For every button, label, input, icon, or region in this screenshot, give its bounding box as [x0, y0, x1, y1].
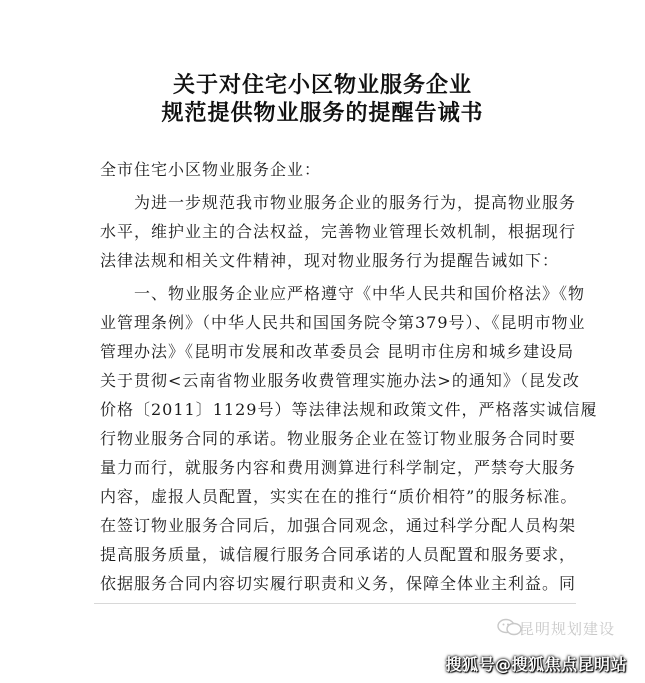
paragraph-line: 业管理条例》（中华人民共和国国务院令第379号）、《昆明市物业 — [100, 313, 586, 332]
source-footer: 搜狐号@搜狐焦点昆明站 — [445, 655, 627, 674]
paragraph-line: 依据服务合同内容切实履行职责和义务，保障全体业主利益。同 — [100, 574, 577, 593]
paragraph-line: 水平，维护业主的合法权益，完善物业管理长效机制，根据现行 — [100, 222, 577, 241]
paragraph-line: 在签订物业服务合同后，加强合同观念，通过科学分配人员构架 — [100, 516, 577, 535]
document-title-line1: 关于对住宅小区物业服务企业 — [172, 72, 472, 98]
paragraph-line: 量力而行，就服务内容和费用测算进行科学制定，严禁夸大服务 — [100, 458, 577, 477]
page-divider — [94, 603, 576, 604]
paragraph-line: 管理办法》《昆明市发展和改革委员会 昆明市住房和城乡建设局 — [100, 342, 575, 361]
paragraph-line: 为进一步规范我市物业服务企业的服务行为，提高物业服务 — [100, 193, 577, 212]
paragraph-line: 一、物业服务企业应严格遵守《中华人民共和国价格法》《物 — [100, 284, 586, 303]
paragraph-line: 价格〔2011〕1129号）等法律法规和政策文件，严格落实诚信履 — [100, 400, 598, 419]
watermark-account-name: 昆明规划建设 — [518, 620, 615, 638]
paragraph-line: 行物业服务合同的承诺。物业服务企业在签订物业服务合同时要 — [100, 429, 577, 448]
paragraph-line: 内容，虚报人员配置，实实在在的推行“质价相符”的服务标准。 — [100, 487, 578, 506]
document-title-line2: 规范提供物业服务的提醒告诫书 — [161, 100, 484, 126]
paragraph-line: 法律法规和相关文件精神，现对物业服务行为提醒告诫如下： — [100, 251, 560, 270]
salutation: 全市住宅小区物业服务企业： — [100, 160, 322, 179]
paragraph-line: 提高服务质量，诚信履行服务合同承诺的人员配置和服务要求， — [100, 545, 577, 564]
paragraph-line: 关于贯彻<云南省物业服务收费管理实施办法>的通知》（昆发改 — [100, 371, 580, 390]
